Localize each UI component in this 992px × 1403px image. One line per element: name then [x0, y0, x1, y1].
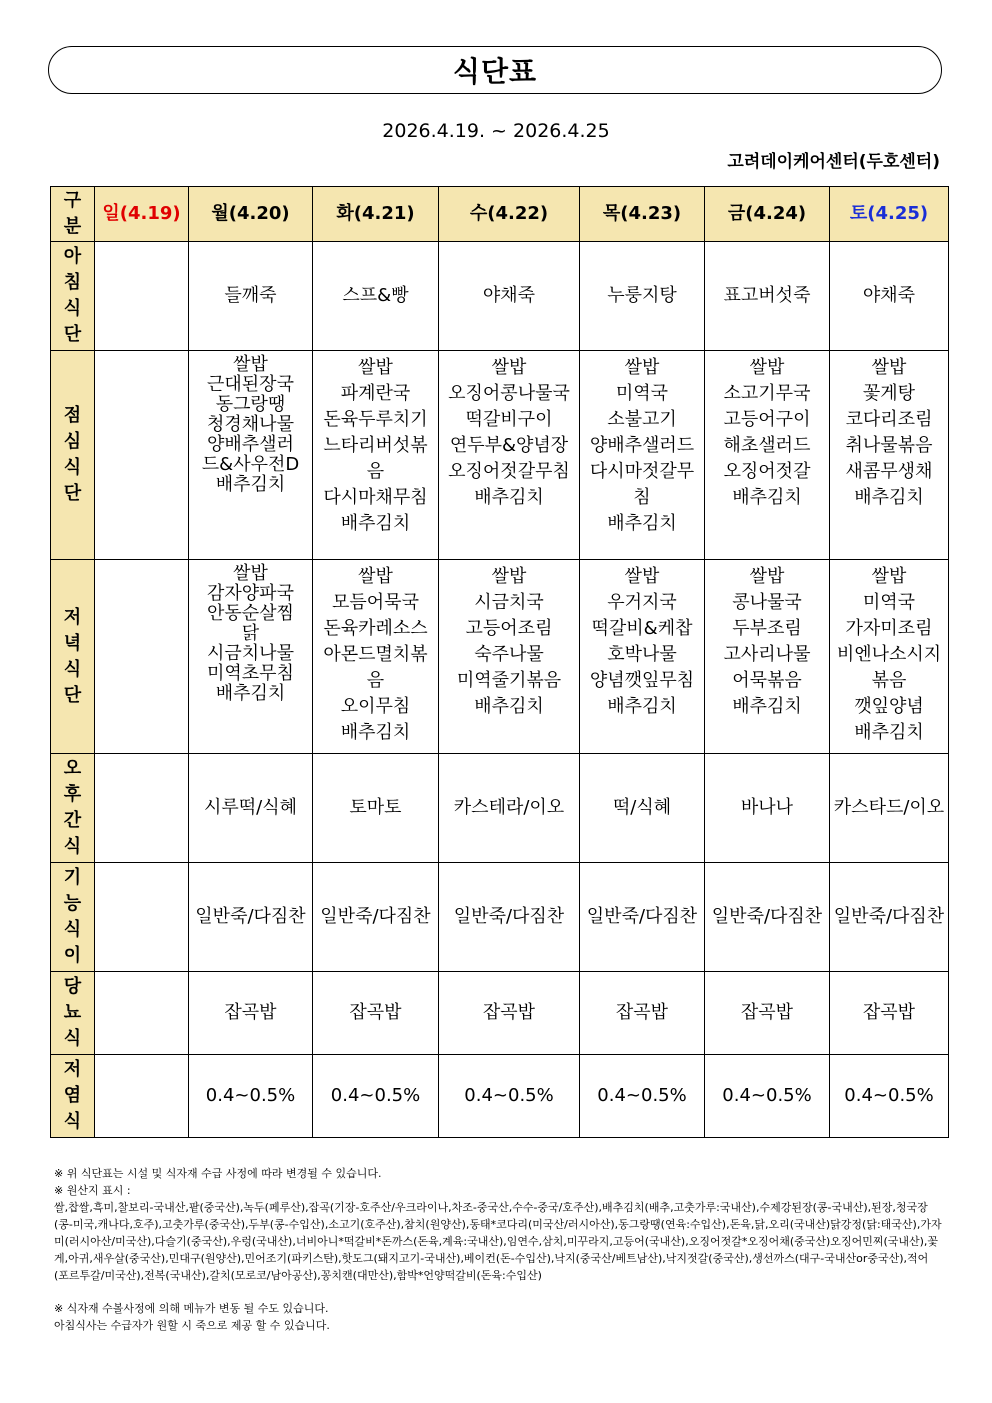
dinner-row [51, 560, 949, 754]
center-name: 고려데이케어센터(두호센터) [727, 152, 940, 172]
day-header: 금(4.24) [705, 187, 830, 242]
menu-cell: 잡곡밥 [705, 972, 830, 1055]
menu-item: 고등어구이 [723, 409, 811, 430]
snack-row [51, 754, 949, 863]
menu-item: 미역줄기볶음 [456, 670, 562, 691]
menu-item: 우거지국 [607, 592, 677, 613]
menu-item: 오징어젓갈 [723, 461, 811, 482]
menu-item: 배추김치 [854, 722, 924, 743]
menu-item: 배추김치 [732, 696, 802, 717]
menu-cell: 0.4~0.5% [189, 1055, 313, 1138]
menu-item: 쌀밥 [358, 357, 393, 378]
menu-item: 시금치국 [474, 592, 544, 613]
menu-cell [95, 351, 189, 560]
menu-item: 드&사우전D [201, 454, 300, 475]
menu-item: 꽃게탕 [862, 383, 916, 404]
menu-cell: 일반죽/다짐찬 [830, 863, 949, 972]
menu-cell [830, 351, 949, 560]
menu-cell: 잡곡밥 [313, 972, 439, 1055]
menu-item: 쌀밥 [358, 566, 393, 587]
menu-item: 호박나물 [607, 644, 677, 665]
low-salt-row [51, 1055, 949, 1138]
menu-item: 배추김치 [474, 696, 544, 717]
menu-cell: 일반죽/다짐찬 [580, 863, 705, 972]
notes [54, 1165, 942, 1334]
title-box [48, 46, 942, 94]
menu-cell [95, 242, 189, 351]
menu-item: 미역국 [862, 592, 916, 613]
lunch-row [51, 351, 949, 560]
menu-item: 모듬어묵국 [332, 592, 419, 613]
menu-cell: 일반죽/다짐찬 [313, 863, 439, 972]
menu-item: 고등어조림 [465, 618, 553, 639]
menu-item: 가자미조림 [845, 618, 933, 639]
day-header: 토(4.25) [830, 187, 949, 242]
menu-item: 배추김치 [340, 513, 411, 534]
menu-cell: 0.4~0.5% [313, 1055, 439, 1138]
day-header: 목(4.23) [580, 187, 705, 242]
menu-cell: 잡곡밥 [830, 972, 949, 1055]
menu-cell [313, 560, 439, 754]
menu-cell [95, 560, 189, 754]
menu-item: 쌀밥 [749, 357, 785, 378]
diabetic-label: 당 뇨 식 [51, 972, 95, 1055]
menu-cell: 바나나 [705, 754, 830, 863]
header-row [51, 187, 949, 242]
menu-item: 양배추샐러드 [589, 435, 695, 456]
menu-item: 미역초무침 [207, 663, 294, 684]
note-change: ※ 위 식단표는 시설 및 식자재 수급 사정에 따라 변경될 수 있습니다. [54, 1167, 382, 1180]
menu-cell: 야채죽 [830, 242, 949, 351]
page-title: 식단표 [452, 55, 538, 88]
menu-item: 쌀밥 [491, 357, 527, 378]
menu-cell: 0.4~0.5% [705, 1055, 830, 1138]
menu-cell: 일반죽/다짐찬 [439, 863, 580, 972]
menu-cell [580, 560, 705, 754]
menu-cell: 0.4~0.5% [580, 1055, 705, 1138]
breakfast-label: 아 침 식 단 [51, 242, 95, 351]
menu-item: 새콤무생채 [845, 461, 933, 482]
menu-item: 연두부&양념장 [449, 435, 569, 456]
menu-item: 침 [633, 487, 651, 508]
menu-item: 배추김치 [474, 487, 544, 508]
menu-item: 쌀밥 [871, 357, 907, 378]
menu-item: 돈육두루치기 [323, 409, 428, 430]
menu-item: 쌀밥 [491, 566, 527, 587]
menu-item: 배추김치 [215, 683, 286, 704]
menu-item: 오이무침 [340, 696, 411, 717]
menu-item: 청경채나물 [207, 414, 294, 435]
menu-table [50, 186, 949, 1138]
breakfast-row [51, 242, 949, 351]
menu-item: 해초샐러드 [723, 435, 811, 456]
menu-item: 콩나물국 [732, 592, 802, 613]
menu-item: 오징어젓갈무침 [448, 461, 570, 482]
menu-cell: 잡곡밥 [439, 972, 580, 1055]
menu-item: 배추김치 [607, 513, 677, 534]
menu-item: 닭 [241, 623, 260, 644]
menu-item: 양배추샐러 [207, 434, 294, 455]
menu-cell [189, 560, 313, 754]
menu-cell: 시루떡/식혜 [189, 754, 313, 863]
menu-cell [830, 560, 949, 754]
menu-item: 떡갈비구이 [465, 409, 553, 430]
snack-label: 오 후 간 식 [51, 754, 95, 863]
menu-item: 다시마채무침 [323, 487, 428, 508]
menu-cell: 야채죽 [439, 242, 580, 351]
menu-item: 비엔나소시지 [836, 644, 942, 665]
menu-item: 쌀밥 [233, 563, 268, 584]
menu-cell [705, 351, 830, 560]
menu-item: 양념깻잎무침 [589, 670, 695, 691]
menu-cell: 표고버섯죽 [705, 242, 830, 351]
menu-item: 배추김치 [340, 722, 411, 743]
day-header: 월(4.20) [189, 187, 313, 242]
menu-item: 음 [366, 670, 385, 691]
menu-cell [705, 560, 830, 754]
menu-cell: 잡곡밥 [580, 972, 705, 1055]
menu-cell [439, 560, 580, 754]
dinner-label: 저 녁 식 단 [51, 560, 95, 754]
menu-item: 배추김치 [732, 487, 802, 508]
menu-item: 숙주나물 [474, 644, 544, 665]
menu-item: 취나물볶음 [845, 435, 933, 456]
note-breakfast: 아침식사는 수급자가 원할 시 죽으로 제공 할 수 있습니다. [54, 1319, 330, 1332]
menu-cell [95, 972, 189, 1055]
day-header: 수(4.22) [439, 187, 580, 242]
menu-item: 떡갈비&케찹 [591, 618, 693, 639]
menu-cell: 0.4~0.5% [830, 1055, 949, 1138]
menu-item: 배추김치 [854, 487, 924, 508]
menu-item: 쌀밥 [871, 566, 907, 587]
menu-item: 쌀밥 [624, 566, 660, 587]
menu-cell: 카스타드/이오 [830, 754, 949, 863]
low-salt-label: 저 염 식 [51, 1055, 95, 1138]
menu-cell: 카스테라/이오 [439, 754, 580, 863]
menu-cell [95, 1055, 189, 1138]
menu-cell [95, 754, 189, 863]
menu-item: 감자양파국 [207, 583, 294, 604]
menu-item: 오징어콩나물국 [448, 383, 570, 404]
day-header: 일(4.19) [95, 187, 189, 242]
menu-cell [580, 351, 705, 560]
functional-row [51, 863, 949, 972]
functional-label: 기 능 식 이 [51, 863, 95, 972]
menu-cell: 떡/식혜 [580, 754, 705, 863]
lunch-label: 점 심 식 단 [51, 351, 95, 560]
menu-cell: 누룽지탕 [580, 242, 705, 351]
menu-item: 쌀밥 [749, 566, 785, 587]
menu-cell: 들깨죽 [189, 242, 313, 351]
menu-cell [95, 863, 189, 972]
menu-item: 배추김치 [215, 474, 286, 495]
menu-cell: 일반죽/다짐찬 [705, 863, 830, 972]
menu-item: 시금치나물 [207, 643, 294, 664]
menu-cell: 잡곡밥 [189, 972, 313, 1055]
menu-item: 볶음 [871, 670, 907, 691]
menu-cell [439, 351, 580, 560]
menu-item: 쌀밥 [624, 357, 660, 378]
menu-item: 고사리나물 [723, 644, 811, 665]
menu-cell: 토마토 [313, 754, 439, 863]
menu-item: 깻잎양념 [854, 696, 924, 717]
menu-item: 아몬드멸치볶 [323, 644, 428, 665]
menu-item: 다시마젓갈무 [589, 461, 695, 482]
menu-cell: 일반죽/다짐찬 [189, 863, 313, 972]
menu-item: 음 [366, 461, 385, 482]
menu-item: 느타리버섯볶 [323, 435, 428, 456]
note-origin-label: ※ 원산지 표시 : [54, 1184, 131, 1197]
date-range: 2026.4.19. ~ 2026.4.25 [382, 120, 610, 142]
menu-item: 코다리조림 [845, 409, 933, 430]
menu-item: 소고기무국 [723, 383, 811, 404]
menu-item: 파계란국 [340, 383, 411, 404]
menu-item: 쌀밥 [233, 354, 268, 375]
category-header: 구 분 [51, 187, 95, 242]
day-header: 화(4.21) [313, 187, 439, 242]
menu-item: 소불고기 [607, 409, 677, 430]
menu-cell: 스프&빵 [313, 242, 439, 351]
menu-item: 두부조림 [732, 618, 802, 639]
menu-item: 안동순살찜 [207, 603, 294, 624]
menu-cell [313, 351, 439, 560]
menu-item: 근대된장국 [207, 374, 294, 395]
menu-item: 동그랑땡 [215, 394, 286, 415]
note-origin-list: 쌀,찹쌀,흑미,찰보리-국내산,팥(중국산),녹두(페루산),잡곡(기장-호주산/우크라이나,차조-중국산,수수-중국/호주산),배추김치(배추,고춧가루:국내산),수제강된장(콩-국내산),된장,청국장(콩-미국,캐나다,호주),고춧가루(중국산),두부(콩-수입산),소고기(호주산),참치(원양산),동태*코다리(미국산/러시아산),동그랑땡(연육:수입산),돈육,닭,오리(국내산)닭강정(닭:태국산),가자미(러시아산/미국산),다슬기(중국산),우렁(국내산),너비아니*떡갈비*돈까스(돈육,계육:국내산),임연수,삼치,미꾸라지,고등어(국내산),오징어젓갈*오징어채(중국산)오징어민찌(국내산),꽃게,아귀,새우살(중국산),민대구(원양산),민어조기(파키스탄),핫도그(돼지고기-국내산),베이컨(돈-수입산),낙지(중국산/베트남산),낙지젓갈(중국산),생선까스(대구-국내산or중국산),적어(포르투갈/미국산),전복(국내산),갈치(모로코/남아공산),꽁치캔(대만산),함박*언양떡갈비(돈육:수입산) [54, 1201, 942, 1282]
menu-item: 미역국 [615, 383, 669, 404]
diabetic-row [51, 972, 949, 1055]
menu-item: 배추김치 [607, 696, 677, 717]
menu-cell: 0.4~0.5% [439, 1055, 580, 1138]
menu-item: 돈육카레소스 [323, 618, 428, 639]
note-supply: ※ 식자재 수볼사정에 의해 메뉴가 변동 될 수도 있습니다. [54, 1302, 329, 1315]
menu-cell [189, 351, 313, 560]
menu-item: 어묵볶음 [732, 670, 802, 691]
